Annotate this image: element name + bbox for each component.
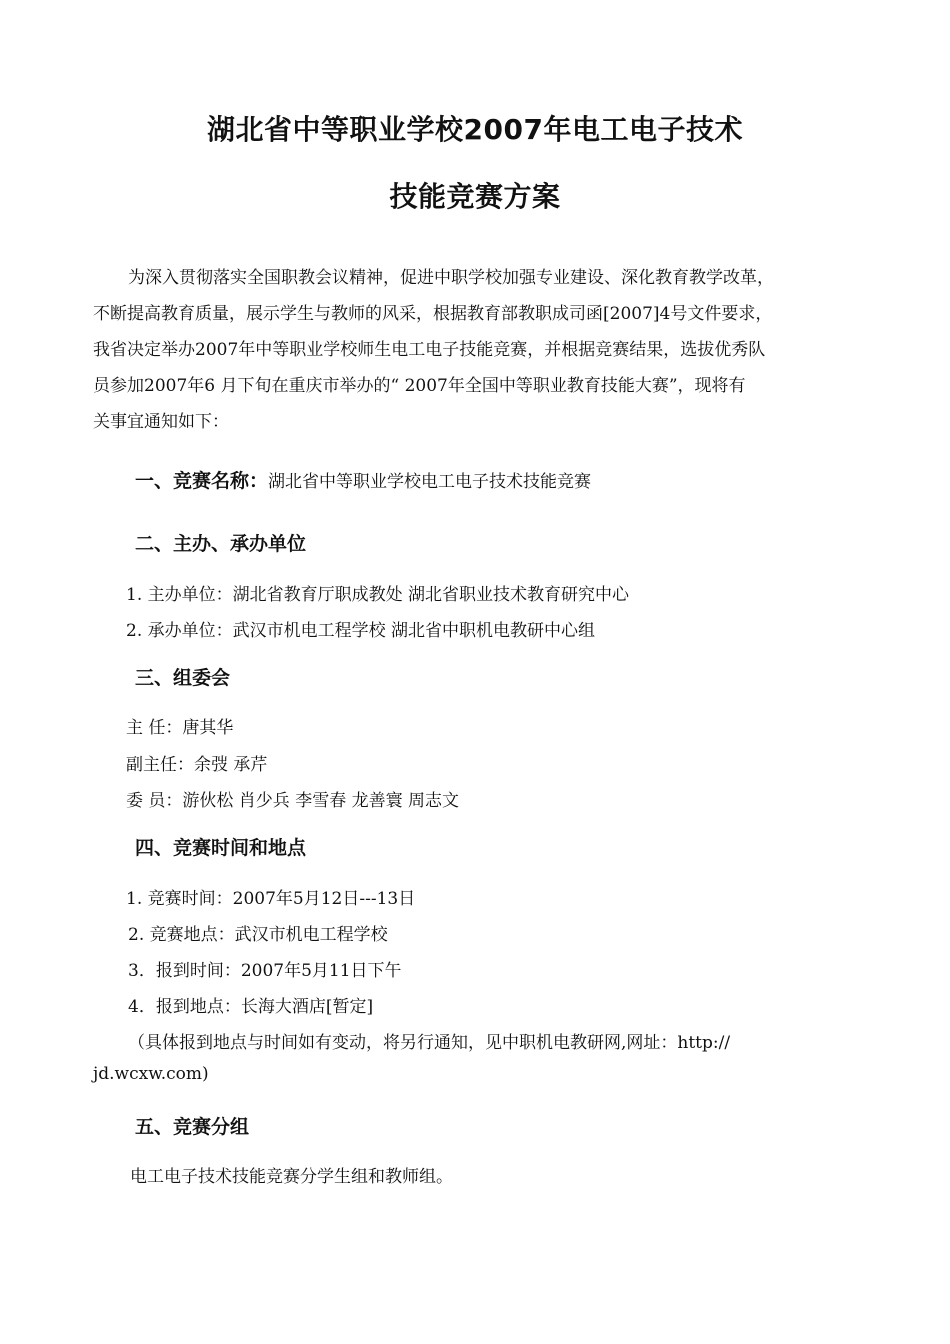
section-heading: 二、主办、承办单位 — [135, 533, 307, 555]
list-item-organizer: 2. 承办单位：武汉市机电工程学校 湖北省中职机电教研中心组 — [126, 621, 596, 641]
section-competition-name — [135, 466, 591, 493]
document-title-line2: 技能竞赛方案 — [389, 180, 561, 213]
intro-line: 关事宜通知如下： — [93, 412, 229, 432]
intro-line: 我省决定举办2007年中等职业学校师生电工电子技能竞赛，并根据竞赛结果，选拔优秀队 — [93, 340, 766, 360]
change-notice-line1: （具体报到地点与时间如有变动，将另行通知，见中职机电教研网,网址：http:// — [128, 1033, 731, 1053]
section-groups — [135, 1112, 249, 1139]
document-title-line1: 湖北省中等职业学校2007年电工电子技术 — [207, 113, 743, 146]
section-organizers — [135, 529, 306, 556]
section-heading: 四、竞赛时间和地点 — [135, 837, 307, 859]
committee-director: 主 任：唐其华 — [126, 718, 234, 738]
committee-deputy-director: 副主任：余弢 承芹 — [126, 755, 268, 775]
list-item-registration-place: 4．报到地点：长海大酒店[暂定] — [128, 997, 374, 1017]
section-time-place — [135, 833, 306, 860]
intro-line: 员参加2007年6 月下旬在重庆市举办的“ 2007年全国中等职业教育技能大赛”，现将有 — [93, 376, 746, 396]
section-heading: 五、竞赛分组 — [135, 1116, 250, 1138]
list-item-competition-place: 2. 竞赛地点：武汉市机电工程学校 — [128, 925, 388, 945]
section-heading: 三、组委会 — [135, 667, 231, 689]
list-item-host: 1. 主办单位：湖北省教育厅职成教处 湖北省职业技术教育研究中心 — [126, 585, 630, 605]
intro-line: 不断提高教育质量，展示学生与教师的风采，根据教育部教职成司函[2007]4号文件要求， — [93, 304, 773, 324]
committee-members: 委 员：游伙松 肖少兵 李雪春 龙善寰 周志文 — [126, 791, 460, 811]
intro-line: 为深入贯彻落实全国职教会议精神，促进中职学校加强专业建设、深化教育教学改革， — [128, 268, 774, 288]
groups-description: 电工电子技术技能竞赛分学生组和教师组。 — [130, 1167, 453, 1187]
section-committee — [135, 663, 230, 690]
list-item-registration-time: 3．报到时间：2007年5月11日下午 — [128, 961, 402, 981]
intro-paragraph — [93, 260, 863, 440]
competition-name-value: 湖北省中等职业学校电工电子技术技能竞赛 — [268, 472, 592, 492]
change-notice-line2: jd.wcxw.com) — [93, 1064, 209, 1084]
section-heading: 一、竞赛名称： — [135, 470, 269, 492]
list-item-competition-time: 1. 竞赛时间：2007年5月12日---13日 — [126, 889, 416, 909]
